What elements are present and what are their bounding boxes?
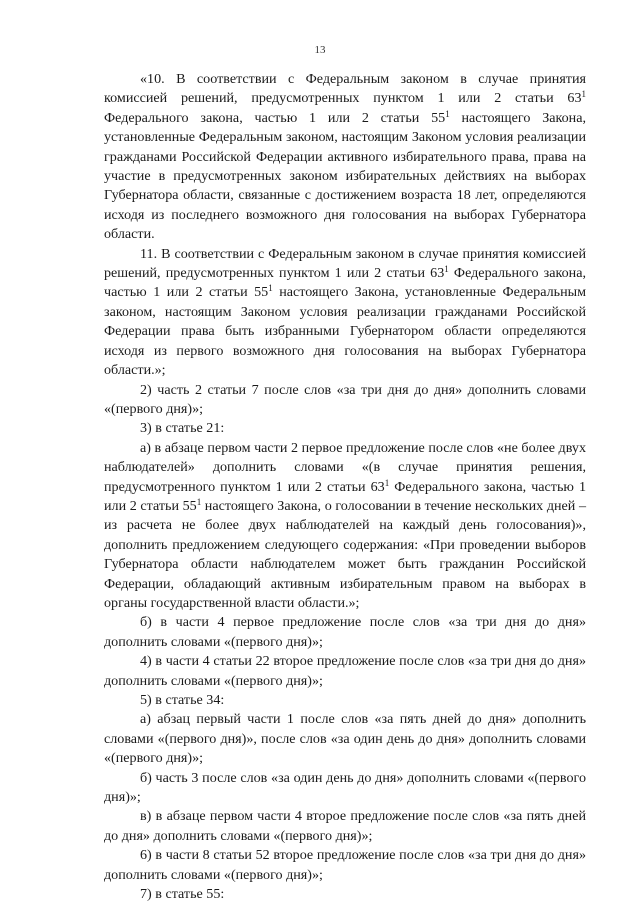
paragraph: 4) в части 4 статьи 22 второе предложение после слов «за три дня до дня» дополнить словами «(первого дня)»;	[104, 653, 586, 689]
paragraph: а) в абзаце первом части 2 первое предложение после слов «не более двух наблюдателей» дополнить словами «(в случае принятия решения, предусмотренного пунктом 1 или 2 статьи $63^1$ Федерального закона, частью 1 или 2 статьи $55^1$ настоящего Закона, о голосовании в течение нескольких дней – из расчета не более двух наблюдателей на каждый день голосования)», дополнить предложением следующего содержания: «При проведении выборов Губернатора области наблюдателем может быть гражданин Российской Федерации, обладающий активным избирательным правом на выборах в органы государственной власти области.»;	[104, 439, 587, 611]
paragraph: 6) в части 8 статьи 52 второе предложение после слов «за три дня до дня» дополнить словами «(первого дня)»;	[104, 847, 586, 883]
paragraph: 3) в статье 21:	[140, 420, 225, 437]
paragraph: «10. В соответствии с Федеральным законом в случае принятия комиссией решений, предусмотренных пунктом 1 или 2 статьи $63^1$ Федерального закона, частью 1 или 2 статьи $55^1$ настоящего Закона, установленные Федеральным законом, настоящим Законом условия реализации гражданами Российской Федерации активного избирательного права, права на участие в предусмотренных законом избирательных действиях на выборах Губернатора области, связанные с достижением возраста 18 лет, определяются исходя из последнего возможного дня голосования на выборах Губернатора области.	[104, 71, 587, 243]
superscript-one: 1	[444, 264, 449, 275]
document-body	[104, 70, 586, 904]
paragraph: б) в части 4 первое предложение после слов «за три дня до дня» дополнить словами «(первого дня)»;	[104, 614, 586, 650]
superscript-one: 1	[384, 477, 390, 488]
paragraph: а) абзац первый части 1 после слов «за пять дней до дня» дополнить словами «(первого дня)», после слов «за один день до дня» дополнить словами «(первого дня)»;	[104, 711, 586, 767]
paragraph: 11. В соответствии с Федеральным законом в случае принятия комиссией решений, предусмотренных пунктом 1 или 2 статьи $63^1$ Федерального закона, частью 1 или 2 статьи $55^1$ настоящего Закона, установленные Федеральным законом, настоящим Законом условия реализации гражданами Российской Федерации права быть избранными Губернатором области определяются исходя из первого возможного дня голосования на выборах Губернатора области.»;	[104, 245, 587, 379]
paragraph: в) в абзаце первом части 4 второе предложение после слов «за пять дней до дня» дополнить словами «(первого дня)»;	[104, 808, 586, 844]
superscript-one: 1	[196, 496, 202, 507]
superscript-one: 1	[581, 89, 586, 100]
paragraph: 5) в статье 34:	[140, 692, 225, 708]
superscript-one: 1	[268, 283, 273, 294]
paragraph: 2) часть 2 статьи 7 после слов «за три дня до дня» дополнить словами «(первого дня)»;	[104, 381, 586, 417]
paragraph: 7) в статье 55:	[140, 886, 225, 903]
paragraph: б) часть 3 после слов «за один день до дня» дополнить словами «(первого дня)»;	[104, 769, 586, 806]
page-number: 13	[314, 44, 326, 56]
superscript-one: 1	[445, 108, 450, 119]
